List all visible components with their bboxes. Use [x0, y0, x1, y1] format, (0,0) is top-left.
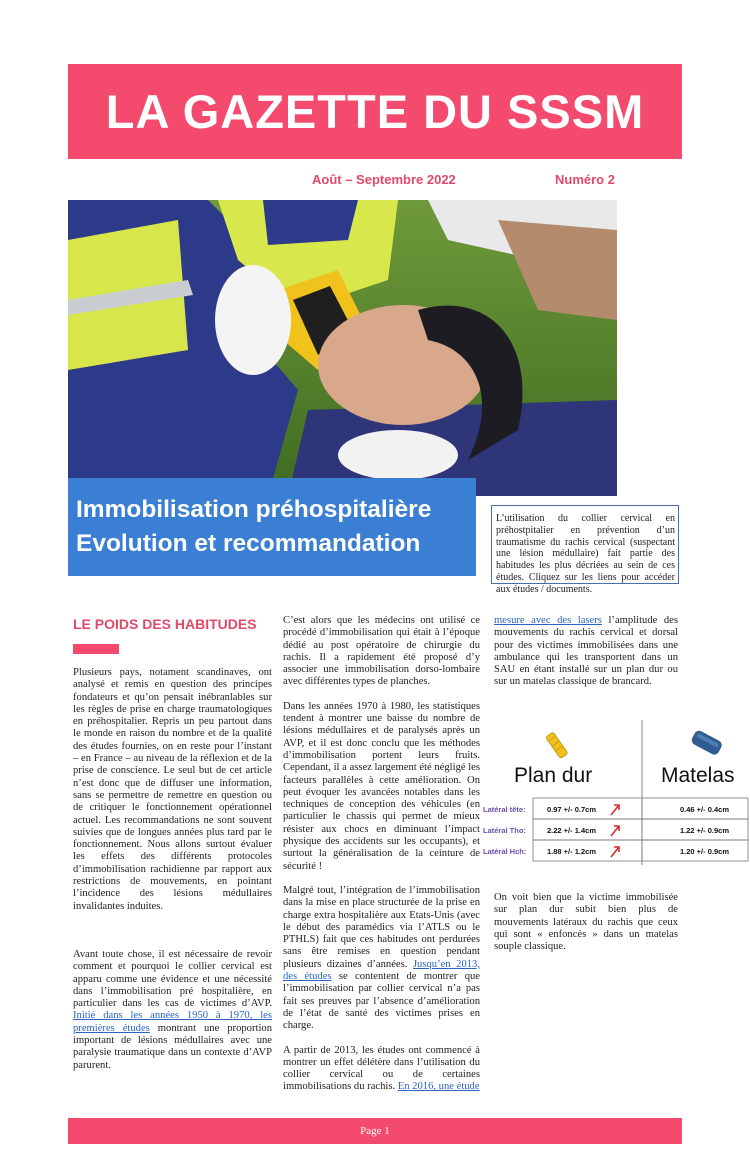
paragraph-text: se contentent de montrer que l’immobilisation par collier cervical n’a pas fait ses preuves par l’absence d’amélioration de l’état de santé des victimes prises en charge. [283, 971, 480, 1032]
paragraph-text: A partir de 2013, les études ont commencé à montrer un effet délétère dans l’utilisation du collier cervical ou de certaines immobilisations du rachis. [283, 1044, 480, 1093]
comparison-table [483, 720, 750, 872]
cover-photo [68, 200, 617, 496]
table-row [483, 840, 748, 861]
paragraph-text: montrant une proportion important de lésions médullaires avec une paralysie traumatique dans un contexte d’AVP parurent. [73, 1022, 272, 1071]
laser-study-link[interactable]: mesure avec des lasers [494, 615, 602, 626]
col-header-matelas: Matelas [661, 764, 735, 787]
masthead-banner [68, 64, 682, 159]
splint-icon [546, 732, 568, 758]
plan-dur-value: 0.97 +/- 0.7cm [547, 805, 596, 814]
paragraph [494, 615, 678, 689]
increase-arrow-icon [611, 805, 619, 815]
article-column-2 [283, 615, 480, 1106]
increase-arrow-icon [611, 847, 619, 857]
paragraph: Plusieurs pays, notament scandinaves, ont analysé et remis en question des principes fondateurs et qu’on pensait inébranlables sur les règles de prise en charge traumatologiques en préhospitalier. Repris un peu partout dans le monde en raison du nombre et de la qualité des études fournies, on en reste pour l’instant – en France – au niveau de la réflexion et de la prise de conscience. Le seul but de cet article n’est donc que de diffuser une information, sans se permettre de remettre en question ou de critiquer le fonctionnement opérationnel actuel. Les recommandations ne sont souvent suivies que de longues années plus tard par le fonctionnement. Nous allons surtout évaluer les effets des différents protocoles d’immobilisation rachidienne par rapport aux restrictions de mouvements, en pointant l’incidence des lésions médullaires invalidantes induites. [73, 667, 272, 912]
row-label: Latéral Tho: [483, 826, 526, 835]
paragraph: C’est alors que les médecins ont utilisé ce procédé d’immobilisation qui était à l’époque dédié au post opératoire de chirurgie du rachis. Il a rapidement été proposé d’y associer une immobilisation dorso-lombaire avec différentes types de planches. [283, 615, 480, 688]
page-number: Page 1 [360, 1125, 390, 1137]
paragraph [283, 1045, 480, 1094]
masthead-title: LA GAZETTE DU SSSM [105, 85, 645, 138]
plan-dur-value: 2.22 +/- 1.4cm [547, 826, 596, 835]
rescue-scene-illustration [68, 200, 617, 496]
issue-number: Numéro 2 [555, 172, 615, 187]
study-link-2016[interactable]: En 2016, une étude [397, 1081, 480, 1093]
article-title-box [68, 478, 476, 576]
article-title-line-1: Immobilisation préhospitalière [76, 496, 432, 523]
increase-arrow-icon [611, 826, 619, 836]
table-row [483, 798, 748, 819]
paragraph-text: l’amplitude des mouvements du rachis cervical et dorsal pour des victimes immobilisées dans une ambulance qui les transportent dans un SAU en étant installé sur un plan dur ou sur un matelas classique de brancard. [494, 615, 678, 688]
matelas-value: 0.46 +/- 0.4cm [680, 805, 729, 814]
intro-callout: L’utilisation du collier cervical en préhostpitalier en prévention d’un traumatisme du rachis cervical (suspectant une lésion médullaire) fait partie des habitudes les plus décriées au sein de ces études. Cliquez sur les liens pour accéder aux études / documents. [491, 505, 679, 584]
paragraph-text: Malgré tout, l’intégration de l’immobilisation dans la mise en place structurée de la prise en charge extra hospitalière aux Etats-Unis (avec le début des paramédics via l’ATLS ou le PTHLS) fait que ces habitudes ont perdurées sans être remises en question pendant plusieurs dizaines d’années. [283, 884, 480, 970]
paragraph-text: Avant toute chose, il est nécessaire de revoir comment et pourquoi le collier cervical est apparu comme une évidence et une nécessité dans l’immobilisation pré hospitalière, en particulier dans les cas de victimes d’AVP. [73, 948, 272, 1010]
study-link-2013[interactable]: Jusqu’en 2013, des études [283, 958, 480, 983]
row-label: Latéral tête: [483, 805, 526, 814]
article-title-line-2: Evolution et recommandation [76, 530, 421, 557]
plan-dur-value: 1.88 +/- 1.2cm [547, 847, 596, 856]
matelas-value: 1.22 +/- 0.9cm [680, 826, 729, 835]
paragraph: On voit bien que la victime immobilisée sur plan dur subit bien plus de mouvements latéraux du rachis que ceux qui sont « enfoncés » dans un matelas souple classique. [494, 892, 678, 953]
col-header-plan-dur: Plan dur [514, 764, 593, 787]
paragraph [73, 949, 272, 1072]
article-column-3-continued [494, 892, 678, 965]
issue-date: Août – Septembre 2022 [312, 172, 456, 187]
row-label: Latéral Hch: [483, 847, 527, 856]
article-column-1 [73, 667, 272, 1084]
paragraph: Dans les années 1970 à 1980, les statistiques tendent à montrer une baisse du nombre de lésions médullaires et de paralysés après un AVP, et il est donc conclu que les méthodes d’immobilisation portent leurs fruits. Cependant, il a assez largement été négligé les facteurs parallèles à cette amélioration. On peut évoquer les avancées notables dans les techniques de conception des véhicules (en particulier le chassis qui permet de mieux résister aux chocs en diminuant l’impact physique des accidents sur les occupants), et surtout la généralisation de la ceinture de sécurité ! [283, 700, 480, 872]
section-heading: LE POIDS DES HABITUDES [73, 616, 257, 632]
mattress-icon [690, 729, 724, 756]
article-column-3 [494, 615, 678, 701]
table-row [483, 819, 748, 840]
paragraph [283, 885, 480, 1033]
page-footer [68, 1118, 682, 1144]
matelas-value: 1.20 +/- 0.9cm [680, 847, 729, 856]
section-accent-bar [73, 644, 119, 654]
study-link-1950-1970[interactable]: Initié dans les années 1950 à 1970, les premières études [73, 1010, 272, 1034]
